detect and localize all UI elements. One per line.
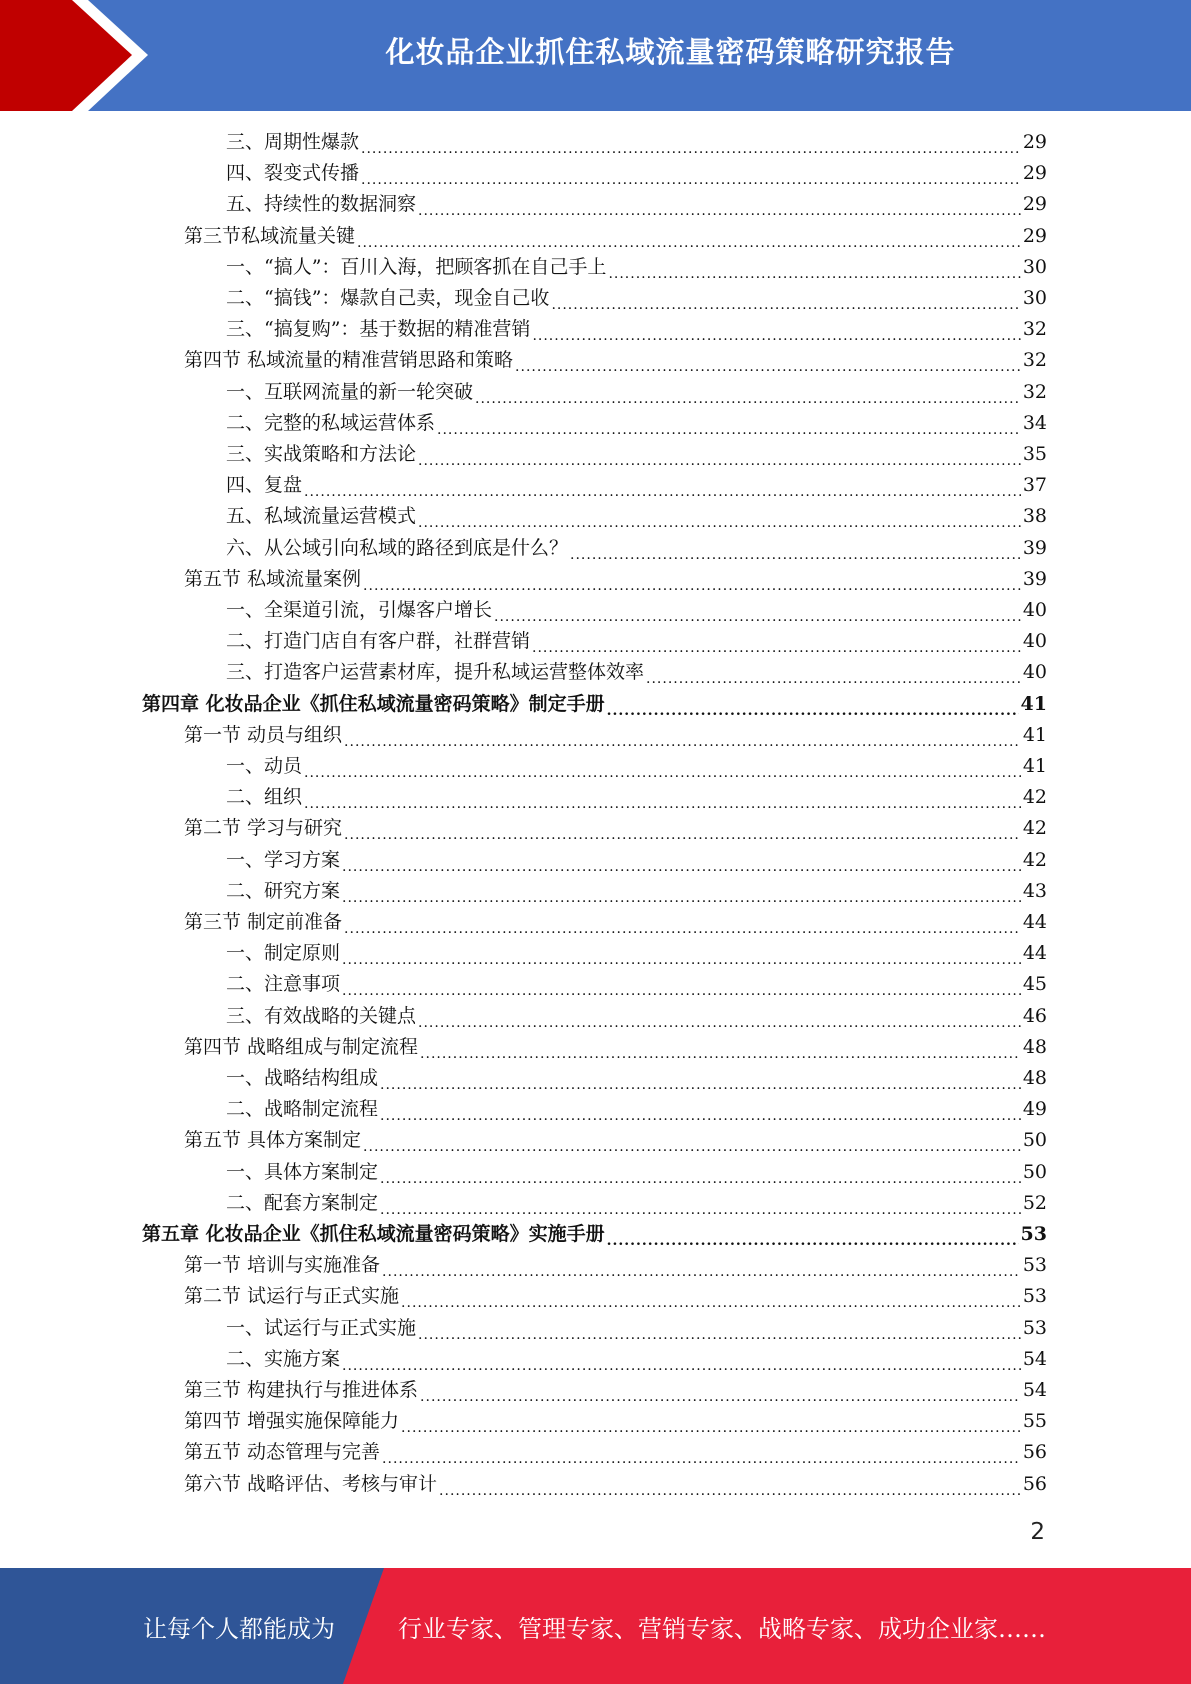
toc-entry-title: 第二节 学习与研究 bbox=[184, 817, 343, 840]
toc-dot-leader bbox=[344, 914, 1021, 938]
toc-entry-page: 56 bbox=[1022, 1472, 1047, 1495]
toc-dot-leader bbox=[437, 415, 1021, 439]
toc-entry-section[interactable] bbox=[184, 564, 1047, 595]
toc-dot-leader bbox=[363, 1132, 1021, 1156]
toc-entry-title: 六、从公域引向私域的路径到底是什么？ bbox=[226, 536, 569, 559]
toc-entry-page: 54 bbox=[1022, 1379, 1047, 1401]
toc-entry-chapter[interactable] bbox=[142, 1219, 1047, 1250]
toc-entry-title: 二、完整的私域运营体系 bbox=[226, 411, 436, 434]
toc-entry-title: 一、战略结构组成 bbox=[226, 1067, 379, 1089]
toc-entry-item[interactable] bbox=[226, 1188, 1047, 1219]
toc-entry-item[interactable] bbox=[226, 377, 1047, 408]
toc-dot-leader bbox=[551, 290, 1020, 314]
toc-entry-title: 第五节 动态管理与完善 bbox=[184, 1441, 381, 1464]
toc-entry-page: 52 bbox=[1022, 1191, 1047, 1214]
toc-entry-item[interactable] bbox=[226, 657, 1047, 688]
toc-dot-leader bbox=[363, 571, 1021, 595]
toc-entry-item[interactable] bbox=[226, 158, 1047, 189]
toc-entry-section[interactable] bbox=[184, 907, 1047, 938]
toc-dot-leader bbox=[420, 1039, 1021, 1063]
toc-entry-title: 二、实施方案 bbox=[226, 1347, 341, 1370]
toc-entry-page: 39 bbox=[1022, 536, 1047, 559]
toc-dot-leader bbox=[304, 477, 1021, 501]
toc-entry-item[interactable] bbox=[226, 439, 1047, 470]
toc-entry-page: 53 bbox=[1022, 1316, 1047, 1339]
toc-entry-title: 三、打造客户运营素材库，提升私域运营整体效率 bbox=[226, 661, 645, 684]
toc-dot-leader bbox=[382, 1257, 1021, 1281]
toc-dot-leader bbox=[342, 852, 1021, 876]
toc-entry-page: 37 bbox=[1022, 474, 1047, 497]
toc-entry-item[interactable] bbox=[226, 1313, 1047, 1344]
toc-entry-title: 第四章 化妆品企业《抓住私域流量密码策略》制定手册 bbox=[142, 692, 605, 715]
toc-entry-title: 一、“搞人”：百川入海，把顾客抓在自己手上 bbox=[226, 255, 607, 278]
toc-entry-page: 42 bbox=[1022, 817, 1047, 840]
toc-entry-item[interactable] bbox=[226, 1157, 1047, 1188]
toc-dot-leader bbox=[418, 1320, 1021, 1344]
toc-dot-leader bbox=[342, 945, 1021, 969]
toc-dot-leader bbox=[380, 1101, 1021, 1125]
toc-entry-page: 44 bbox=[1022, 942, 1047, 965]
toc-dot-leader bbox=[342, 1351, 1021, 1375]
toc-entry-title: 一、动员 bbox=[226, 755, 303, 777]
toc-entry-page: 39 bbox=[1022, 567, 1047, 590]
toc-dot-leader bbox=[342, 883, 1021, 907]
toc-entry-title: 四、裂变式传播 bbox=[226, 162, 360, 185]
toc-dot-leader bbox=[418, 508, 1021, 532]
toc-entry-page: 49 bbox=[1022, 1098, 1047, 1121]
toc-entry-page: 41 bbox=[1020, 692, 1047, 715]
footer-slogan-right: 行业专家、管理专家、营销专家、战略专家、成功企业家…… bbox=[398, 1614, 1046, 1643]
toc-entry-page: 41 bbox=[1022, 723, 1047, 746]
toc-entry-item[interactable] bbox=[226, 938, 1047, 969]
toc-entry-title: 二、“搞钱”：爆款自己卖，现金自己收 bbox=[226, 287, 550, 309]
toc-dot-leader bbox=[304, 758, 1021, 782]
toc-entry-title: 第五节 私域流量案例 bbox=[184, 567, 362, 590]
toc-entry-title: 第二节 试运行与正式实施 bbox=[184, 1285, 400, 1308]
toc-entry-page: 38 bbox=[1022, 505, 1047, 528]
toc-entry-section[interactable] bbox=[184, 1437, 1047, 1468]
toc-dot-leader bbox=[439, 1476, 1021, 1500]
toc-entry-page: 43 bbox=[1022, 879, 1047, 902]
toc-dot-leader bbox=[475, 384, 1021, 408]
toc-entry-title: 三、有效战略的关键点 bbox=[226, 1004, 417, 1027]
footer-slogan-left: 让每个人都能成为 bbox=[143, 1614, 335, 1643]
toc-entry-title: 第六节 战略评估、考核与审计 bbox=[184, 1472, 438, 1495]
toc-entry-section[interactable] bbox=[184, 1281, 1047, 1312]
toc-entry-item[interactable] bbox=[226, 1001, 1047, 1032]
toc-entry-title: 一、试运行与正式实施 bbox=[226, 1316, 417, 1339]
toc-dot-leader bbox=[380, 1164, 1021, 1188]
toc-dot-leader bbox=[570, 540, 1021, 564]
toc-dot-leader bbox=[418, 446, 1021, 470]
toc-entry-item[interactable] bbox=[226, 252, 1047, 283]
toc-entry-item[interactable] bbox=[226, 533, 1047, 564]
toc-entry-page: 54 bbox=[1022, 1347, 1047, 1370]
toc-dot-leader bbox=[608, 259, 1020, 283]
toc-entry-page: 30 bbox=[1022, 287, 1047, 309]
toc-entry-page: 41 bbox=[1022, 755, 1047, 777]
toc-entry-title: 第四节 增强实施保障能力 bbox=[184, 1410, 400, 1433]
toc-entry-page: 44 bbox=[1022, 911, 1047, 933]
toc-entry-item[interactable] bbox=[226, 751, 1047, 782]
toc-entry-title: 一、互联网流量的新一轮突破 bbox=[226, 380, 474, 403]
toc-dot-leader bbox=[342, 976, 1021, 1000]
toc-dot-leader bbox=[418, 196, 1021, 220]
toc-entry-item[interactable] bbox=[226, 501, 1047, 532]
toc-entry-title: 二、打造门店自有客户群，社群营销 bbox=[226, 630, 531, 653]
toc-entry-title: 三、周期性爆款 bbox=[226, 131, 360, 153]
toc-entry-item[interactable] bbox=[226, 470, 1047, 501]
toc-entry-page: 40 bbox=[1022, 599, 1047, 621]
toc-entry-item[interactable] bbox=[226, 626, 1047, 657]
toc-entry-item[interactable] bbox=[226, 969, 1047, 1000]
toc-dot-leader bbox=[361, 134, 1021, 158]
toc-entry-page: 29 bbox=[1022, 162, 1047, 185]
toc-dot-leader bbox=[401, 1413, 1021, 1437]
toc-entry-title: 第三节 构建执行与推进体系 bbox=[184, 1379, 419, 1401]
toc-entry-page: 42 bbox=[1022, 848, 1047, 871]
toc-entry-title: 五、持续性的数据洞察 bbox=[226, 193, 417, 216]
toc-entry-title: 二、战略制定流程 bbox=[226, 1098, 379, 1121]
page-number: 2 bbox=[1030, 1519, 1045, 1545]
toc-entry-page: 32 bbox=[1022, 380, 1047, 403]
toc-dot-leader bbox=[646, 664, 1021, 688]
toc-entry-title: 二、研究方案 bbox=[226, 879, 341, 902]
toc-entry-page: 32 bbox=[1022, 349, 1047, 372]
toc-entry-title: 第四节 私域流量的精准营销思路和策略 bbox=[184, 349, 514, 372]
toc-entry-page: 50 bbox=[1022, 1129, 1047, 1152]
toc-entry-title: 一、具体方案制定 bbox=[226, 1160, 379, 1183]
toc-entry-page: 34 bbox=[1022, 411, 1047, 434]
toc-entry-page: 30 bbox=[1022, 255, 1047, 278]
toc-entry-title: 一、全渠道引流，引爆客户增长 bbox=[226, 599, 493, 621]
toc-entry-page: 32 bbox=[1022, 318, 1047, 341]
toc-entry-page: 46 bbox=[1022, 1004, 1047, 1027]
toc-entry-page: 53 bbox=[1020, 1223, 1047, 1245]
footer-banner bbox=[0, 1568, 1191, 1684]
toc-entry-page: 48 bbox=[1022, 1035, 1047, 1058]
toc-entry-title: 一、制定原则 bbox=[226, 942, 341, 965]
toc-dot-leader bbox=[380, 1070, 1021, 1094]
report-title: 化妆品企业抓住私域流量密码策略研究报告 bbox=[385, 34, 956, 69]
toc-entry-page: 45 bbox=[1022, 973, 1047, 996]
toc-dot-leader bbox=[344, 727, 1021, 751]
toc-dot-leader bbox=[401, 1288, 1021, 1312]
toc-entry-title: 四、复盘 bbox=[226, 474, 303, 497]
toc-entry-item[interactable] bbox=[226, 189, 1047, 220]
toc-entry-title: 第五章 化妆品企业《抓住私域流量密码策略》实施手册 bbox=[142, 1223, 605, 1245]
toc-entry-page: 48 bbox=[1022, 1067, 1047, 1089]
toc-entry-title: 三、实战策略和方法论 bbox=[226, 443, 417, 465]
toc-dot-leader bbox=[607, 696, 1019, 720]
toc-dot-leader bbox=[382, 1444, 1021, 1468]
toc-entry-title: 第三节私域流量关键 bbox=[184, 224, 356, 247]
toc-entry-item[interactable] bbox=[226, 1344, 1047, 1375]
toc-entry-page: 55 bbox=[1022, 1410, 1047, 1433]
toc-entry-title: 二、组织 bbox=[226, 786, 303, 809]
toc-entry-page: 29 bbox=[1022, 131, 1047, 153]
toc-entry-section[interactable] bbox=[184, 1375, 1047, 1406]
toc-entry-item[interactable] bbox=[226, 127, 1047, 158]
toc-entry-page: 42 bbox=[1022, 786, 1047, 809]
toc-entry-section[interactable] bbox=[184, 720, 1047, 751]
toc-entry-page: 53 bbox=[1022, 1285, 1047, 1308]
toc-entry-title: 二、配套方案制定 bbox=[226, 1191, 379, 1214]
toc-entry-item[interactable] bbox=[226, 1094, 1047, 1125]
toc-entry-title: 一、学习方案 bbox=[226, 848, 341, 871]
toc-entry-page: 50 bbox=[1022, 1160, 1047, 1183]
toc-entry-page: 40 bbox=[1022, 661, 1047, 684]
header-red-arrow-icon bbox=[0, 0, 160, 111]
toc-dot-leader bbox=[494, 602, 1021, 626]
toc-entry-title: 第三节 制定前准备 bbox=[184, 911, 343, 933]
toc-entry-title: 第四节 战略组成与制定流程 bbox=[184, 1035, 419, 1058]
toc-entry-item[interactable] bbox=[226, 782, 1047, 813]
toc-dot-leader bbox=[532, 321, 1020, 345]
toc-entry-item[interactable] bbox=[226, 314, 1047, 345]
toc-dot-leader bbox=[532, 633, 1021, 657]
toc-entry-title: 第一节 培训与实施准备 bbox=[184, 1254, 381, 1277]
toc-dot-leader bbox=[357, 228, 1021, 252]
toc-entry-section[interactable] bbox=[184, 1250, 1047, 1281]
toc-entry-page: 40 bbox=[1022, 630, 1047, 653]
toc-entry-page: 53 bbox=[1022, 1254, 1047, 1277]
toc-entry-section[interactable] bbox=[184, 221, 1047, 252]
toc-entry-page: 56 bbox=[1022, 1441, 1047, 1464]
toc-entry-section[interactable] bbox=[184, 1406, 1047, 1437]
toc-entry-item[interactable] bbox=[226, 595, 1047, 626]
toc-entry-section[interactable] bbox=[184, 1125, 1047, 1156]
report-header bbox=[0, 0, 1191, 111]
toc-dot-leader bbox=[420, 1382, 1021, 1406]
toc-entry-title: 二、注意事项 bbox=[226, 973, 341, 996]
toc-dot-leader bbox=[304, 789, 1021, 813]
toc-dot-leader bbox=[361, 165, 1021, 189]
toc-dot-leader bbox=[418, 1008, 1021, 1032]
toc-entry-section[interactable] bbox=[184, 1469, 1047, 1500]
toc-entry-title: 第五节 具体方案制定 bbox=[184, 1129, 362, 1152]
toc-entry-chapter[interactable] bbox=[142, 689, 1047, 720]
toc-entry-item[interactable] bbox=[226, 845, 1047, 876]
toc-entry-page: 35 bbox=[1022, 443, 1047, 465]
toc-entry-item[interactable] bbox=[226, 283, 1047, 314]
toc-dot-leader bbox=[344, 820, 1021, 844]
toc-dot-leader bbox=[515, 352, 1021, 376]
toc-entry-section[interactable] bbox=[184, 813, 1047, 844]
toc-entry-page: 29 bbox=[1022, 193, 1047, 216]
toc-entry-section[interactable] bbox=[184, 345, 1047, 376]
toc-entry-page: 29 bbox=[1022, 224, 1047, 247]
toc-entry-item[interactable] bbox=[226, 876, 1047, 907]
toc-entry-section[interactable] bbox=[184, 1032, 1047, 1063]
toc-entry-title: 第一节 动员与组织 bbox=[184, 723, 343, 746]
toc-dot-leader bbox=[607, 1226, 1019, 1250]
toc-entry-title: 三、“搞复购”：基于数据的精准营销 bbox=[226, 318, 531, 341]
toc-entry-title: 五、私域流量运营模式 bbox=[226, 505, 417, 528]
toc-entry-item[interactable] bbox=[226, 408, 1047, 439]
toc-dot-leader bbox=[380, 1195, 1021, 1219]
toc-entry-item[interactable] bbox=[226, 1063, 1047, 1094]
